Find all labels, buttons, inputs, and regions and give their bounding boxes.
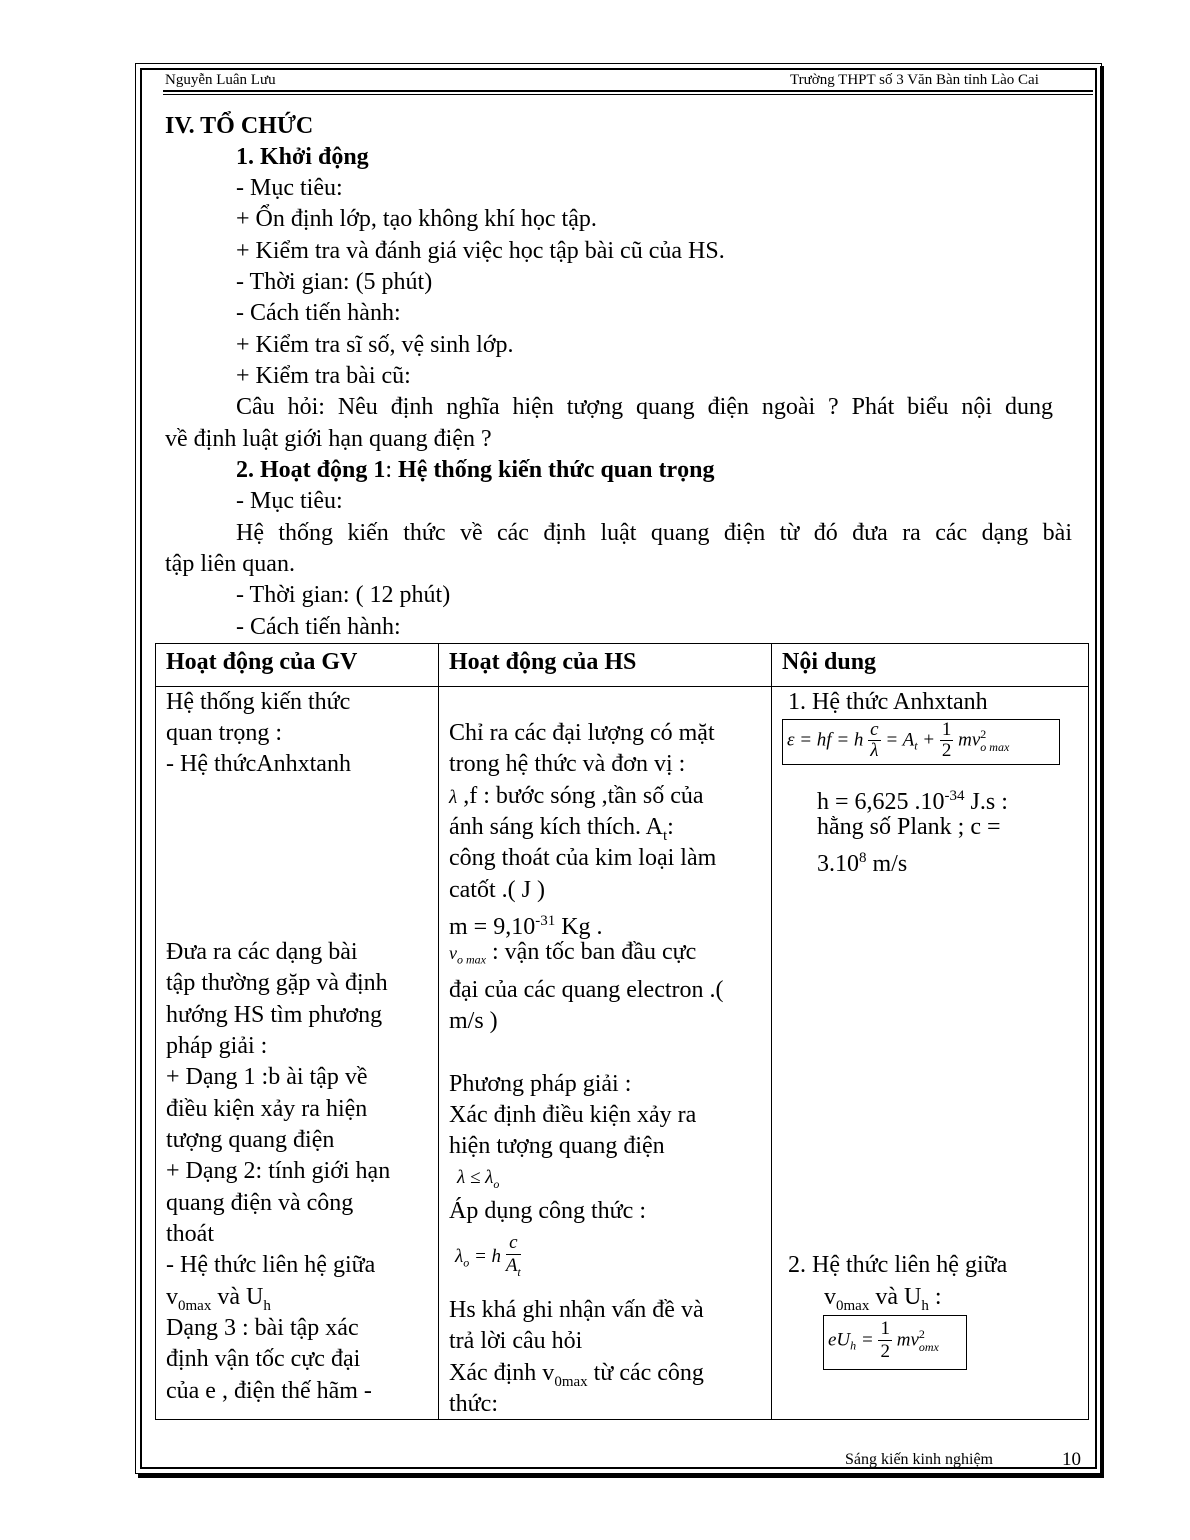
fraction-denominator: 2 [941, 740, 952, 761]
formula-script [980, 728, 1009, 754]
formula-text: λ ≤ λ [457, 1167, 494, 1188]
v-symbol: v [449, 943, 457, 963]
v-subscript: 0max [178, 1297, 212, 1314]
v-symbol: v [166, 1284, 178, 1310]
hs-line: catốt .( J ) [449, 877, 545, 903]
formula-subscript: omx [918, 1339, 939, 1354]
gv-line: + Dạng 2: tính giới hạn [166, 1158, 391, 1184]
hs-cell [439, 687, 772, 1420]
header-rule [163, 90, 1093, 92]
nd-subscript: h [921, 1297, 929, 1314]
hs-line: m/s ) [449, 1008, 498, 1034]
fraction-denominator: 2 [880, 1341, 890, 1362]
nd-text: v [824, 1284, 836, 1310]
v0max-symbol [449, 943, 486, 967]
gv-line: điều kiện xảy ra hiện [166, 1096, 368, 1122]
formula-fraction [868, 720, 880, 761]
hs-line-text: : [667, 814, 674, 840]
subsection-title-1: 1. Khởi động [236, 144, 369, 170]
fraction-numerator: 1 [941, 719, 952, 740]
fraction-denominator [506, 1255, 521, 1283]
lambda-symbol: λ [449, 787, 458, 808]
text-line: - Mục tiêu: [236, 175, 343, 201]
text-line: - Mục tiêu: [236, 488, 343, 514]
nd-item-2: 2. Hệ thức liên hệ giữa [788, 1252, 1008, 1278]
hs-line-text: Kg . [555, 914, 603, 940]
at-subscript: t [662, 827, 668, 844]
formula-subscript: o [463, 1255, 470, 1270]
gv-line: + Dạng 1 :b ài tập về [166, 1064, 368, 1090]
table-header-cell [439, 644, 772, 687]
fraction-numerator: 1 [880, 1318, 890, 1339]
text-line: - Cách tiến hành: [236, 614, 401, 640]
hs-line-text: : vận tốc ban đầu cực [486, 939, 697, 965]
formula-text: mv [958, 729, 981, 751]
nd-subscript: 0max [836, 1297, 870, 1314]
activity-table [155, 643, 1089, 1420]
formula-text: A [505, 1255, 518, 1276]
hs-line-lambda [449, 781, 704, 813]
formula-text: ε = hf = h [787, 729, 864, 751]
hs-line: Phương pháp giải : [449, 1071, 632, 1097]
hs-line: hiện tượng quang điện [449, 1133, 665, 1159]
hs-line: Chỉ ra các đại lượng có mặt [449, 720, 715, 746]
hs-line-v0max [449, 937, 696, 976]
hs-line: thức: [449, 1391, 498, 1417]
formula-subscript: o max [980, 739, 1010, 754]
footer-label: Sáng kiến kinh nghiệm [845, 1451, 993, 1468]
noi-dung-cell [772, 687, 1089, 1420]
gv-line: Hệ thống kiến thức [166, 689, 351, 715]
formula-text: = A [885, 729, 915, 751]
text-line: + Ổn định lớp, tạo không khí học tập. [236, 206, 597, 232]
formula-text: eU [828, 1329, 851, 1351]
nd-text: 3.10 [817, 851, 859, 877]
page-border-shadow-bottom [138, 1474, 1104, 1478]
hs-line: Hs khá ghi nhận vấn đề và [449, 1297, 704, 1323]
gv-line: tập thường gặp và định [166, 970, 388, 996]
page-number: 10 [1062, 1449, 1081, 1470]
hs-line: trả lời câu hỏi [449, 1328, 583, 1354]
nd-text: m/s [866, 851, 908, 877]
subsection-title-2-text: Hệ thống kiến thức quan trọng [398, 457, 715, 483]
formula-subscript: o [493, 1176, 500, 1191]
header-school: Trường THPT số 3 Văn Bàn tỉnh Lào Cai [790, 72, 1039, 88]
v-subscript: 0max [554, 1373, 588, 1390]
table-header-row [156, 644, 1089, 687]
formula-lambda-condition [457, 1167, 499, 1192]
text-line: - Cách tiến hành: [236, 300, 401, 326]
formula-text: + [917, 729, 940, 751]
hs-line: trong hệ thức và đơn vị : [449, 751, 686, 777]
text-line: về định luật giới hạn quang điện ? [165, 426, 492, 452]
header-noi-dung: Nội dung [782, 649, 877, 675]
fraction-numerator: c [870, 719, 879, 740]
text-line: tập liên quan. [165, 551, 295, 577]
hs-line-text: Xác định v [449, 1360, 555, 1386]
formula-fraction [506, 1232, 521, 1283]
formula-euh [823, 1315, 967, 1370]
text-line: Câu hỏi: Nêu định nghĩa hiện tượng quang điện ngoài ? Phát biểu nội dung [236, 394, 1053, 420]
gv-line: - Hệ thức liên hệ giữa [166, 1252, 376, 1278]
hs-line-text: m = 9,10 [449, 914, 536, 940]
hs-line: Áp dụng công thức : [449, 1198, 646, 1224]
formula-text: mv [896, 1329, 919, 1351]
section-title: IV. TỔ CHỨC [165, 113, 314, 139]
gv-cell [156, 687, 439, 1420]
formula-fraction [878, 1318, 892, 1363]
formula-script [919, 1328, 939, 1354]
formula-fraction [940, 720, 954, 761]
nd-exponent: 8 [859, 850, 867, 866]
formula-subscript: t [517, 1264, 521, 1279]
header-hs: Hoạt động của HS [449, 649, 637, 675]
gv-line: định vận tốc cực đại [166, 1346, 361, 1372]
hs-line-text: ,f : bước sóng ,tần số của [457, 783, 704, 809]
gv-line: của e , điện thế hãm - [166, 1378, 372, 1404]
formula-subscript: h [850, 1338, 857, 1353]
formula-superscript: 2 [980, 726, 987, 741]
gv-line: - Hệ thứcAnhxtanh [166, 751, 351, 777]
gv-line: Đưa ra các dạng bài [166, 939, 358, 965]
gv-line: quang điện và công [166, 1190, 354, 1216]
nd-text: J.s : [964, 789, 1008, 815]
formula-lambda0 [455, 1232, 521, 1283]
table-header-cell [772, 644, 1089, 687]
formula-einstein [782, 719, 1060, 765]
gv-line: quan trọng : [166, 720, 282, 746]
text-line: Hệ thống kiến thức về các định luật quang điện từ đó đưa ra các dạng bài [236, 520, 1072, 546]
text-line: + Kiểm tra sĩ số, vệ sinh lớp. [236, 332, 514, 358]
subsection-title-2 [236, 455, 714, 486]
v-subscript: o max [457, 952, 486, 967]
nd-item-1: 1. Hệ thức Anhxtanh [788, 689, 988, 715]
mass-exponent: -31 [535, 913, 556, 929]
hs-line: Xác định điều kiện xảy ra [449, 1102, 697, 1128]
table-header-cell [156, 644, 439, 687]
subsection-title-2-colon: : [385, 457, 399, 483]
uh-subscript: h [263, 1297, 271, 1314]
subsection-title-2-num: 2. Hoạt động 1 [236, 457, 386, 483]
nd-text: h = 6,625 .10 [817, 789, 945, 815]
gv-line: hướng HS tìm phương [166, 1002, 383, 1028]
nd-text: và U [869, 1284, 922, 1310]
hs-line-text: ánh sáng kích thích. A [449, 814, 663, 840]
fraction-numerator: c [506, 1232, 521, 1255]
gv-line: pháp giải : [166, 1033, 268, 1059]
hs-line: công thoát của kim loại làm [449, 845, 717, 871]
text-line: + Kiểm tra và đánh giá việc học tập bài cũ của HS. [236, 238, 725, 264]
nd-text: : [928, 1284, 942, 1310]
nd-exponent: -34 [944, 788, 965, 804]
formula-text: = h [469, 1245, 502, 1267]
nd-line: hằng số Plank ; c = [817, 814, 1001, 840]
fraction-denominator: λ [870, 740, 879, 761]
page-border-shadow-right [1100, 66, 1104, 1477]
formula-superscript: 2 [918, 1326, 925, 1341]
formula-text: λ [455, 1245, 464, 1267]
text-line: + Kiểm tra bài cũ: [236, 363, 411, 389]
hs-line: đại của các quang electron .( [449, 977, 724, 1003]
text-line: - Thời gian: ( 12 phút) [236, 582, 451, 608]
nd-c-line [817, 843, 907, 880]
header-gv: Hoạt động của GV [166, 649, 358, 675]
gv-line: thoát [166, 1221, 214, 1247]
header-author: Nguyễn Luân Lưu [165, 72, 276, 88]
text-line: - Thời gian: (5 phút) [236, 269, 433, 295]
gv-line: tượng quang điện [166, 1127, 335, 1153]
formula-text: = [856, 1329, 879, 1351]
hs-line-text: từ các công [587, 1360, 704, 1386]
formula-subscript: t [914, 738, 918, 753]
gv-line: Dạng 3 : bài tập xác [166, 1315, 359, 1341]
table-row [156, 687, 1089, 1420]
uh-text: và U [211, 1284, 264, 1310]
header-rule-thin [163, 94, 1093, 95]
